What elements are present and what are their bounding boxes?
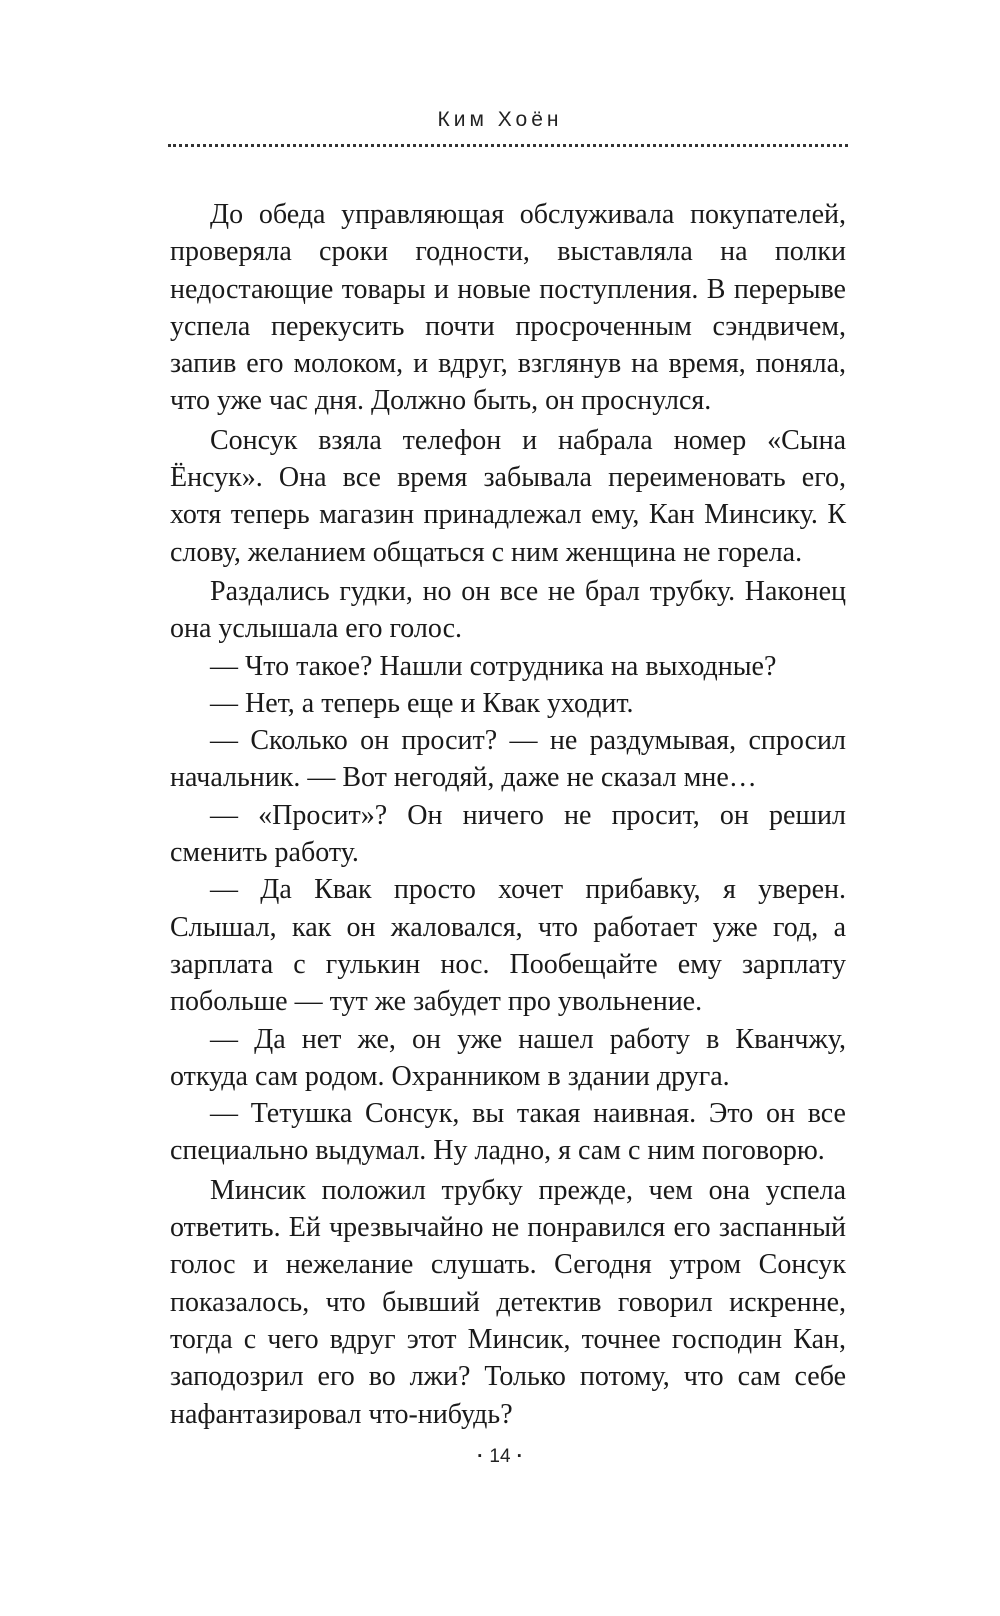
bullet-icon: · — [516, 1446, 523, 1467]
dialogue-line: — Что такое? Нашли сотрудника на выходные? — [210, 650, 777, 682]
dialogue-line: — Да нет же, он уже нашел работу в Кванчжу, откуда сам родом. Охранником в здании друга. — [170, 1023, 846, 1092]
paragraph: До обеда управляющая обслуживала покупателей, проверяла сроки годности, выставляла на полки недостающие товары и новые поступления. В перерыве успела перекусить почти просроченным сэндвичем, запив его молоком, и вдруг, взглянув на время, поняла, что уже час дня. Должно быть, он проснулся. — [170, 199, 846, 417]
dialogue-line: — Да Квак просто хочет прибавку, я уверен. Слышал, как он жаловался, что работает уже год, а зарплата с гулькин нос. Пообещайте ему зарплату побольше — тут же забудет про увольнение. — [170, 874, 846, 1018]
paragraph: Сонсук взяла телефон и набрала номер «Сына Ёнсук». Она все время забывала переименовать его, хотя теперь магазин принадлежал ему, Кан Минсику. К слову, желанием общаться с ним женщина не горела. — [170, 424, 846, 568]
paragraph: Минсик положил трубку прежде, чем она успела ответить. Ей чрезвычайно не понравился его заспанный голос и нежелание слушать. Сегодня утром Сонсук показалось, что бывший детектив говорил искренне, тогда с чего вдруг этот Минсик, точнее господин Кан, заподозрил его во лжи? Только потому, что сам себе нафантазировал что-нибудь? — [170, 1174, 846, 1430]
dotted-divider — [168, 144, 848, 147]
page-number: 14 — [489, 1446, 511, 1467]
page-number-footer — [0, 1446, 1000, 1468]
dialogue-line: — Нет, а теперь еще и Квак уходит. — [210, 687, 634, 719]
dialogue-line: — Сколько он просит? — не раздумывая, спросил начальник. — Вот негодяй, даже не сказал мне… — [170, 725, 846, 794]
paragraph: Раздались гудки, но он все не брал трубку. Наконец она услышала его голос. — [170, 575, 846, 645]
dialogue-line: — Тетушка Сонсук, вы такая наивная. Это он все специально выдумал. Ну ладно, я сам с ним поговорю. — [170, 1098, 846, 1167]
bullet-icon: · — [477, 1446, 484, 1467]
body-text — [170, 196, 846, 1433]
dialogue-line: — «Просит»? Он ничего не просит, он решил сменить работу. — [170, 799, 846, 869]
running-head-author: Ким Хоён — [437, 108, 563, 131]
